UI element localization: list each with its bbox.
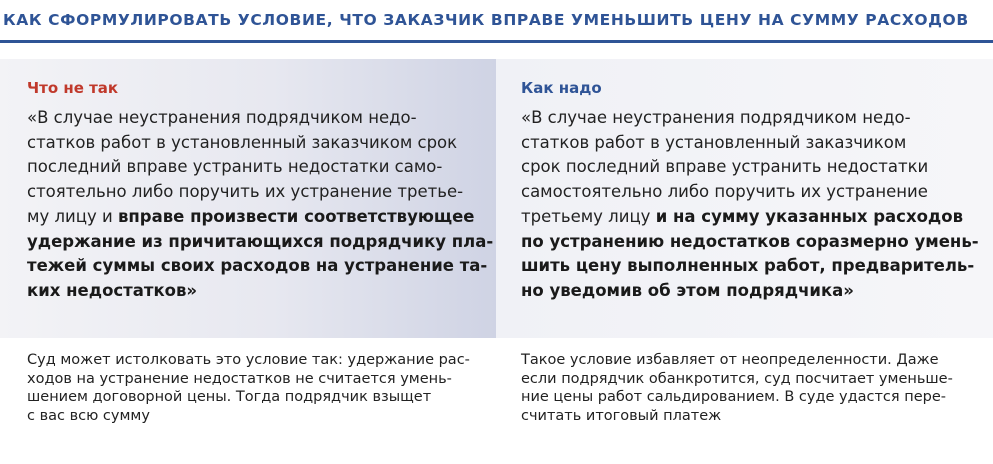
quote-line <box>521 155 979 180</box>
quote-line <box>27 279 493 304</box>
quote-text: статков работ в установленный заказчиком <box>521 132 907 152</box>
quote-bold-text: шить цену выполненных работ, предваритель- <box>521 256 975 276</box>
quote-line <box>27 106 493 131</box>
right-heading: Как надо <box>521 79 602 97</box>
quote-line <box>27 155 493 180</box>
note-line: шением договорной цены. Тогда подрядчик взыщет <box>27 389 432 405</box>
quote-line <box>521 180 979 205</box>
quote-text: самостоятельно либо поручить их устранение <box>521 182 928 202</box>
page-title: КАК СФОРМУЛИРОВАТЬ УСЛОВИЕ, ЧТО ЗАКАЗЧИК ВПРАВЕ УМЕНЬШИТЬ ЦЕНУ НА СУММУ РАСХОДОВ <box>3 11 969 29</box>
wrong-note <box>27 351 470 425</box>
right-panel <box>496 59 993 338</box>
quote-bold-text: удержание из причитающихся подрядчику пла- <box>27 231 494 251</box>
quote-bold-text: по устранению недостатков соразмерно умень- <box>521 231 979 251</box>
title-divider <box>0 40 993 43</box>
quote-line <box>521 230 979 255</box>
note-line: ходов на устранение недостатков не считается умень- <box>27 370 452 387</box>
quote-text: последний вправе устранить недостатки само- <box>27 157 443 177</box>
quote-line <box>521 254 979 279</box>
right-note <box>521 351 953 425</box>
quote-text: «В случае неустранения подрядчиком недо- <box>521 108 911 127</box>
quote-line <box>27 131 493 156</box>
note-line: считать итоговый платеж <box>521 407 722 424</box>
quote-line <box>27 205 493 230</box>
quote-bold-text: и на сумму указанных расходов <box>655 206 964 226</box>
quote-line <box>521 106 979 131</box>
quote-line <box>27 180 493 205</box>
quote-text: стоятельно либо поручить их устранение третье- <box>27 182 464 202</box>
note-line: с вас всю сумму <box>27 407 150 424</box>
quote-text: срок последний вправе устранить недостатки <box>521 157 929 177</box>
quote-text: статков работ в установленный заказчиком срок <box>27 132 458 152</box>
note-line: ние цены работ сальдированием. В суде удастся пере- <box>521 389 946 405</box>
note-line: Такое условие избавляет от неопределенности. Даже <box>521 352 939 368</box>
quote-bold-text: вправе произвести соответствующее <box>117 206 475 226</box>
wrong-panel <box>0 59 496 338</box>
wrong-heading: Что не так <box>27 79 119 97</box>
quote-bold-text: тежей суммы своих расходов на устранение та- <box>27 256 488 276</box>
note-line: Суд может истолковать это условие так: удержание рас- <box>27 352 470 368</box>
quote-line <box>521 279 979 304</box>
wrong-quote <box>27 106 493 304</box>
quote-text: третьему лицу <box>521 206 656 226</box>
quote-line <box>27 254 493 279</box>
note-line: если подрядчик обанкротится, суд посчитает уменьше- <box>521 370 953 387</box>
quote-line <box>521 131 979 156</box>
quote-line <box>521 205 979 230</box>
quote-text: му лицу и <box>27 206 118 226</box>
quote-line <box>27 230 493 255</box>
right-quote <box>521 106 979 304</box>
quote-bold-text: но уведомив об этом подрядчика» <box>521 280 854 300</box>
quote-text: «В случае неустранения подрядчиком недо- <box>27 108 417 127</box>
quote-bold-text: ких недостатков» <box>27 280 198 300</box>
